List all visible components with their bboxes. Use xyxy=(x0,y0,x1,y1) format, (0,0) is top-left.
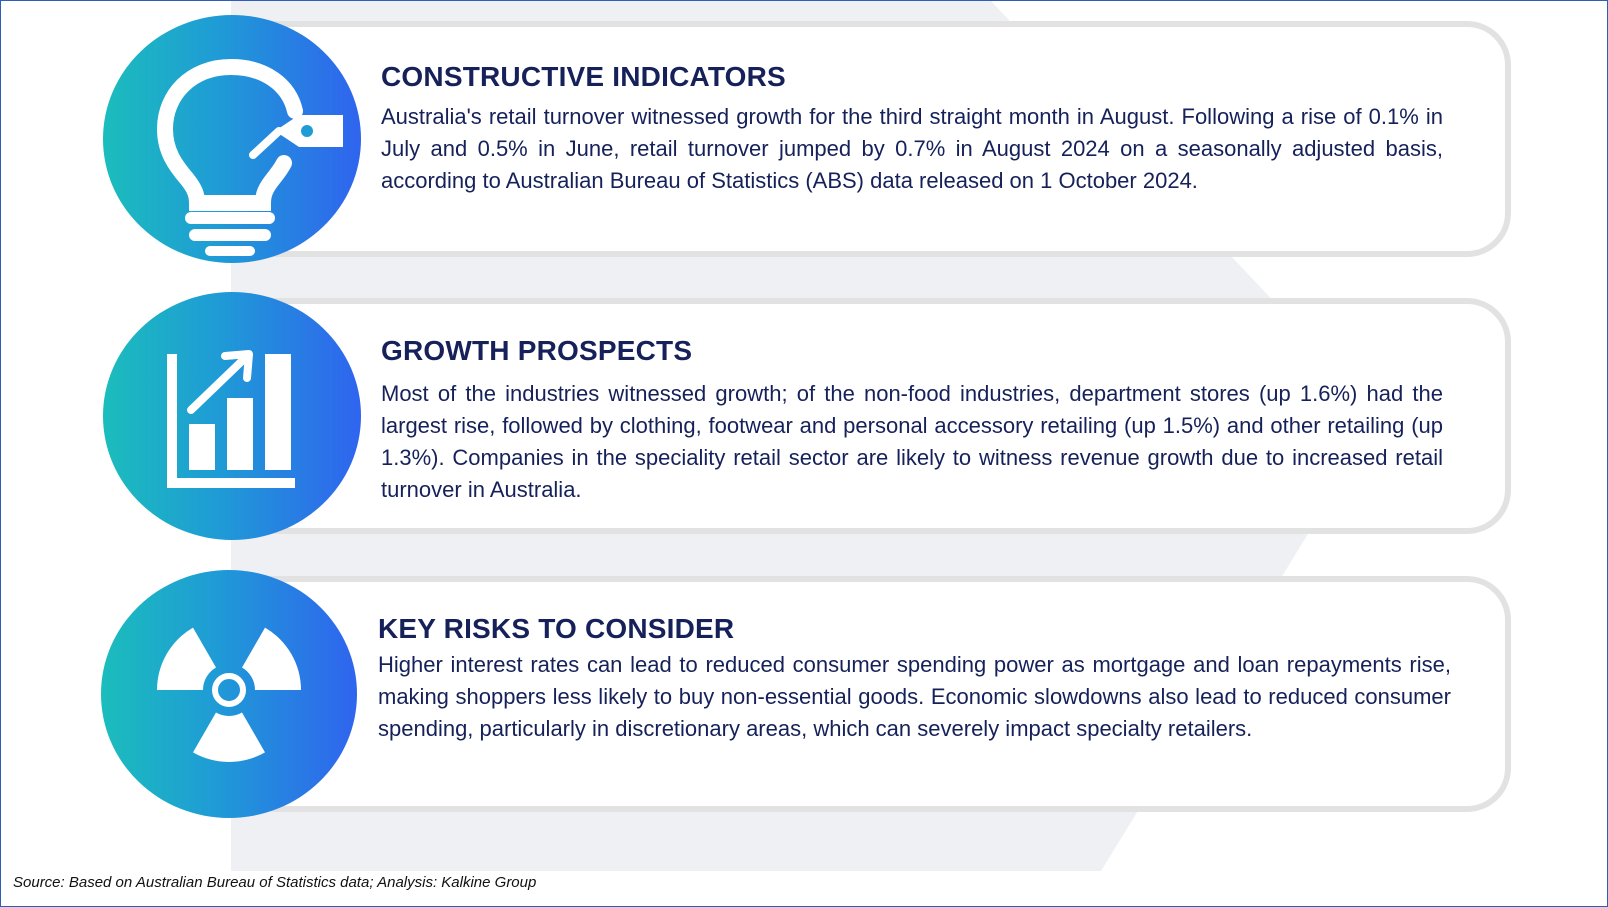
circle-constructive-indicators xyxy=(103,15,361,263)
source-note: Source: Based on Australian Bureau of Statistics data; Analysis: Kalkine Group xyxy=(13,874,537,891)
radiation-blade xyxy=(157,628,216,690)
section-title: GROWTH PROSPECTS xyxy=(381,335,693,366)
section-title: KEY RISKS TO CONSIDER xyxy=(378,613,735,644)
radiation-center xyxy=(215,676,243,704)
radiation-blade xyxy=(242,628,301,690)
circle-growth-prospects xyxy=(103,292,361,540)
section-title: CONSTRUCTIVE INDICATORS xyxy=(381,61,786,92)
section-body: Australia's retail turnover witnessed growth for the third straight month in August. Following a rise of 0.1% in July and 0.5% in June, retail turnover jumped by 0.7% in August 2024 on a seasonally adjusted basis, according to Australian Bureau of Statistics (ABS) data released on 1 October 2024. xyxy=(381,104,1443,193)
lightbulb-tag-icon xyxy=(103,15,365,277)
radiation-hazard-icon xyxy=(101,570,363,832)
circle-key-risks xyxy=(101,570,357,818)
section-body: Higher interest rates can lead to reduced consumer spending power as mortgage and loan repayments rise, making shoppers less likely to buy non-essential goods. Economic slowdowns also lead to reduced consumer spending, particularly in discretionary areas, which can severely impact specialty retailers. xyxy=(378,652,1451,741)
section-body: Most of the industries witnessed growth; of the non-food industries, department stores (up 1.6%) had the largest rise, followed by clothing, footwear and personal accessory retailing (up 1.5%) and other retailing (up 1.3%). Companies in the speciality retail sector are likely to witness revenue growth due to increased retail turnover in Australia. xyxy=(381,381,1443,502)
bar-chart-growth-icon xyxy=(103,292,365,554)
radiation-blade xyxy=(193,713,265,762)
